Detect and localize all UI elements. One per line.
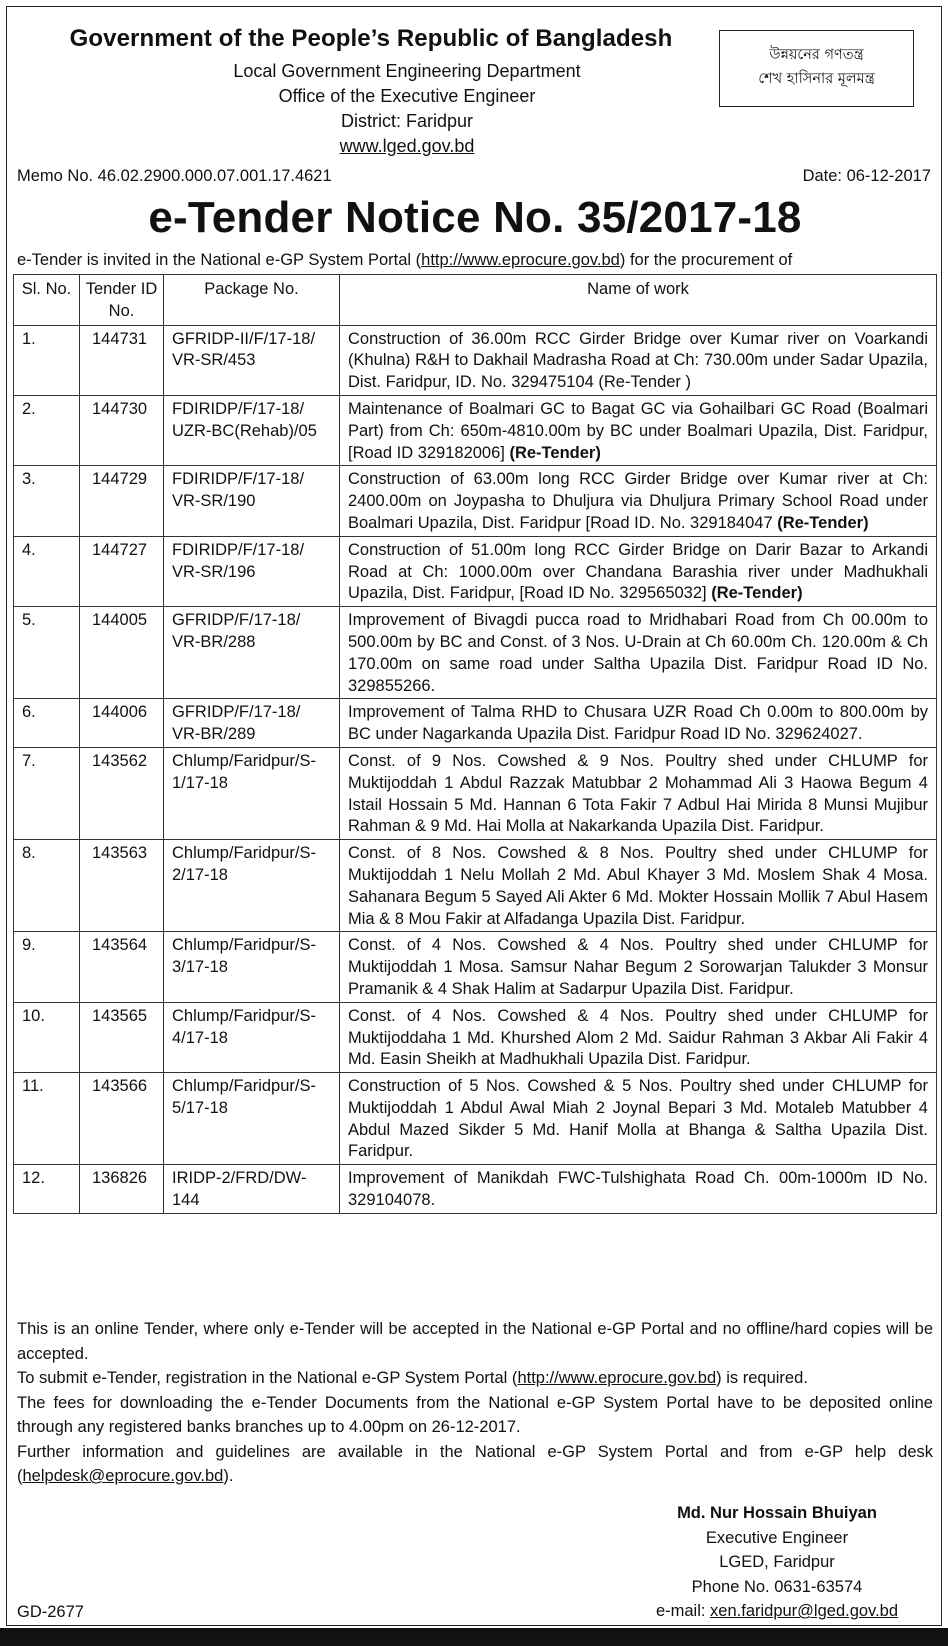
header-work: Name of work [340, 275, 937, 326]
row-work [340, 395, 937, 465]
row-sl: 7. [14, 747, 80, 839]
row-work-text: Construction of 63.00m long RCC Girder Bridge over Kumar river at Ch: 2400.00m on Joypasha to Dhuljura via Dhuljura Primary School Road under Boalmari Upazila, Dist. Faridpur [Road ID. No. 329184047 [348, 470, 928, 532]
signatory-email-link[interactable]: xen.faridpur@lged.gov.bd [710, 1602, 899, 1620]
row-tender-id: 143565 [80, 1002, 164, 1072]
header-package: Package No. [164, 275, 340, 326]
row-tender-id: 143566 [80, 1073, 164, 1165]
motto-line-2: শেখ হাসিনার মূলমন্ত্র [758, 71, 875, 87]
row-tender-id: 144730 [80, 395, 164, 465]
table-row [14, 536, 937, 606]
row-work [340, 466, 937, 536]
row-package: IRIDP-2/FRD/DW-144 [164, 1165, 340, 1214]
memo-number: Memo No. 46.02.2900.000.07.001.17.4621 [17, 167, 332, 185]
row-work-text: Improvement of Bivagdi pucca road to Mridhabari Road from Ch 00.00m to 500.00m by BC and Const. of 3 Nos. U-Drain at Ch 60.00m Ch. 120.00m & Ch 170.00m on same road under Saltha Upazila Dist. Faridpur Road ID No. 329855266. [348, 611, 928, 695]
row-package: FDIRIDP/F/17-18/ VR-SR/190 [164, 466, 340, 536]
row-work-text: Construction of 36.00m RCC Girder Bridge over Kumar river on Voarkandi (Khulna) R&H to Dakhail Madrasha Road at Ch: 730.00m under Sadar Upazila, Dist. Faridpur, ID. No. 329475104 (Re-Tender ) [348, 329, 928, 392]
row-tender-id: 144731 [80, 325, 164, 395]
row-sl: 3. [14, 466, 80, 536]
row-package: GFRIDP/F/17-18/ VR-BR/288 [164, 607, 340, 699]
intro-text [17, 251, 792, 270]
row-sl: 2. [14, 395, 80, 465]
footer-note-4-after: ). [223, 1467, 234, 1485]
table-row [14, 932, 937, 1002]
row-work [340, 1002, 937, 1072]
row-sl: 9. [14, 932, 80, 1002]
tender-table-body [14, 325, 937, 1213]
row-work-text: Const. of 8 Nos. Cowshed & 8 Nos. Poultry shed under CHLUMP for Muktijoddah 1 Nelu Mollah 2 Md. Abul Khayer 3 Md. Moslem Shak 4 Mosa. Sahanara Begum 5 Sayed Ali Akter 6 Md. Mokter Hossain Mollik 7 Abul Hasem Mia & 8 Mou Fakir at Alfadanga Upazila Dist. Faridpur. [348, 844, 928, 928]
row-tender-id: 144727 [80, 536, 164, 606]
signatory-phone: Phone No. 0631-63574 [691, 1577, 863, 1596]
row-work-text: Const. of 9 Nos. Cowshed & 9 Nos. Poultry shed under CHLUMP for Muktijoddah 1 Abdul Razzak Matubbar 2 Mohammad Ali 3 Haowa Begum 4 Istail Hossain 5 Md. Hannan 6 Tota Fakir 7 Adbul Hai Mirida 8 Munsi Mujibur Rahman & 9 Md. Hai Molla at Nakarkanda Upazila Dist. Faridpur. [348, 751, 928, 836]
scan-bottom-edge [0, 1628, 948, 1646]
email-label: e-mail: [655, 1602, 711, 1620]
footer-note-4-before: Further information and guidelines are available in the National e-GP System Portal and from e-GP help desk ( [17, 1442, 933, 1485]
row-sl: 5. [14, 607, 80, 699]
row-work-text: Construction of 51.00m long RCC Girder Bridge on Darir Bazar to Arkandi Road at Ch: 1000.00m over Chandana Barashia river under Madhukhali Upazila, Dist. Faridpur, [Road ID No. 329565032] [348, 540, 928, 603]
district-name: District: Faridpur [340, 111, 474, 131]
memo-date: Date: 06-12-2017 [802, 167, 931, 185]
row-package: FDIRIDP/F/17-18/ VR-SR/196 [164, 536, 340, 606]
signatory-name: Md. Nur Hossain Bhuiyan [677, 1504, 877, 1522]
intro-after: ) for the procurement of [619, 251, 793, 269]
row-work-text: Construction of 5 Nos. Cowshed & 5 Nos. Poultry shed under CHLUMP for Muktijoddah 1 Abdul Awal Miah 2 Joynal Bepari 3 Md. Motaleb Matubber 4 Abdul Mazed Sikder 5 Md. Hanif Molla at Bhanga & Saltha Upazila Dist. Faridpur. [348, 1077, 928, 1161]
row-package: Chlump/Faridpur/S-5/17-18 [164, 1073, 340, 1165]
row-tender-id: 143562 [80, 747, 164, 839]
row-work-text: Const. of 4 Nos. Cowshed & 4 Nos. Poultry shed under CHLUMP for Muktijoddah 1 Mosa. Samsur Nahar Begum 2 Sorowarjan Talukder 3 Monsur Pramanik & 4 Shak Halim at Sadarpur Upazila Dist. Faridpur. [348, 936, 928, 998]
row-work [340, 607, 937, 699]
signatory-org: LGED, Faridpur [719, 1553, 835, 1571]
row-sl: 6. [14, 699, 80, 748]
row-sl: 10. [14, 1002, 80, 1072]
row-work-text: Maintenance of Boalmari GC to Bagat GC via Gohailbari GC Road (Boalmari Part) from Ch: 650m-4810.00m by BC under Boalmari Upazila, Dist. Faridpur, [Road ID 329182006] [348, 399, 928, 462]
signatory-email-line [627, 1599, 927, 1624]
row-package: Chlump/Faridpur/S-1/17-18 [164, 747, 340, 839]
row-tender-id: 144006 [80, 699, 164, 748]
footer-note-4 [17, 1440, 933, 1489]
footer-note-2-after: ) is required. [716, 1369, 808, 1387]
table-row [14, 466, 937, 536]
footer-note-1: This is an online Tender, where only e-Tender will be accepted in the National e-GP Portal and no offline/hard copies will be accepted. [17, 1320, 933, 1363]
table-row [14, 325, 937, 395]
intro-before: e-Tender is invited in the National e-GP System Portal ( [17, 251, 422, 269]
helpdesk-email-link[interactable]: helpdesk@eprocure.gov.bd [22, 1467, 224, 1485]
row-work [340, 325, 937, 395]
row-sl: 1. [14, 325, 80, 395]
row-sl: 12. [14, 1165, 80, 1214]
row-work-text: Const. of 4 Nos. Cowshed & 4 Nos. Poultry shed under CHLUMP for Muktijoddaha 1 Md. Khurshed Alom 2 Md. Saidur Rahman 3 Akbar Ali Fakir 4 Md. Easin Sheikh at Madhukhali Upazila Dist. Faridpur. [348, 1006, 928, 1069]
table-row [14, 1165, 937, 1214]
row-package: GFRIDP-II/F/17-18/ VR-SR/453 [164, 325, 340, 395]
header-tender-id: Tender ID No. [80, 275, 164, 326]
office-name: Office of the Executive Engineer [278, 86, 536, 106]
table-row [14, 747, 937, 839]
table-header-row [14, 275, 937, 326]
motto-line-1: উন্নয়নের গণতন্ত্র [769, 47, 864, 63]
row-package: Chlump/Faridpur/S-2/17-18 [164, 840, 340, 932]
footer-note-2-before: To submit e-Tender, registration in the National e-GP System Portal ( [17, 1369, 518, 1387]
signatory-title: Executive Engineer [705, 1528, 849, 1547]
row-tender-id: 144729 [80, 466, 164, 536]
row-work [340, 840, 937, 932]
row-package: Chlump/Faridpur/S-4/17-18 [164, 1002, 340, 1072]
row-work [340, 1165, 937, 1214]
footer-note-2 [17, 1366, 933, 1391]
motto-box [719, 30, 914, 107]
row-work-retender: (Re-Tender) [711, 584, 803, 603]
government-title: Government of the People’s Republic of Bangladesh [69, 25, 673, 52]
row-tender-id: 143563 [80, 840, 164, 932]
department-name: Local Government Engineering Department [233, 61, 581, 81]
row-work [340, 699, 937, 748]
table-row [14, 840, 937, 932]
row-work-text: Improvement of Manikdah FWC-Tulshighata Road Ch. 00m-1000m ID No. 329104078. [348, 1169, 928, 1210]
row-work [340, 1073, 937, 1165]
row-sl: 11. [14, 1073, 80, 1165]
row-sl: 8. [14, 840, 80, 932]
notice-title: e-Tender Notice No. 35/2017-18 [148, 193, 802, 242]
row-tender-id: 143564 [80, 932, 164, 1002]
row-work-retender: (Re-Tender) [509, 443, 601, 462]
eprocure-registration-link[interactable]: http://www.eprocure.gov.bd [517, 1369, 717, 1387]
table-row [14, 1002, 937, 1072]
website-link[interactable]: www.lged.gov.bd [339, 136, 475, 156]
row-work-text: Improvement of Talma RHD to Chusara UZR Road Ch 0.00m to 800.00m by BC under Nagarkanda Upazila Dist. Faridpur Road ID No. 329624027. [348, 703, 928, 744]
row-work [340, 536, 937, 606]
row-work-retender: (Re-Tender) [777, 513, 869, 532]
table-row [14, 607, 937, 699]
table-row [14, 699, 937, 748]
tender-table [13, 274, 937, 1214]
eprocure-link[interactable]: http://www.eprocure.gov.bd [421, 251, 620, 269]
signature-block [627, 1501, 927, 1624]
footer-notes [17, 1317, 933, 1489]
table-row [14, 395, 937, 465]
row-package: Chlump/Faridpur/S-3/17-18 [164, 932, 340, 1002]
footer-note-3: The fees for downloading the e-Tender Documents from the National e-GP System Portal have to be deposited online through any registered banks branches up to 4.00pm on 26-12-2017. [17, 1393, 933, 1436]
tender-notice-page [6, 6, 942, 1626]
row-package: FDIRIDP/F/17-18/ UZR-BC(Rehab)/05 [164, 395, 340, 465]
row-tender-id: 144005 [80, 607, 164, 699]
row-tender-id: 136826 [80, 1165, 164, 1214]
gd-number: GD-2677 [17, 1603, 84, 1621]
row-work [340, 932, 937, 1002]
row-sl: 4. [14, 536, 80, 606]
letterhead [7, 7, 941, 157]
row-package: GFRIDP/F/17-18/ VR-BR/289 [164, 699, 340, 748]
header-sl: Sl. No. [14, 275, 80, 326]
table-row [14, 1073, 937, 1165]
row-work [340, 747, 937, 839]
